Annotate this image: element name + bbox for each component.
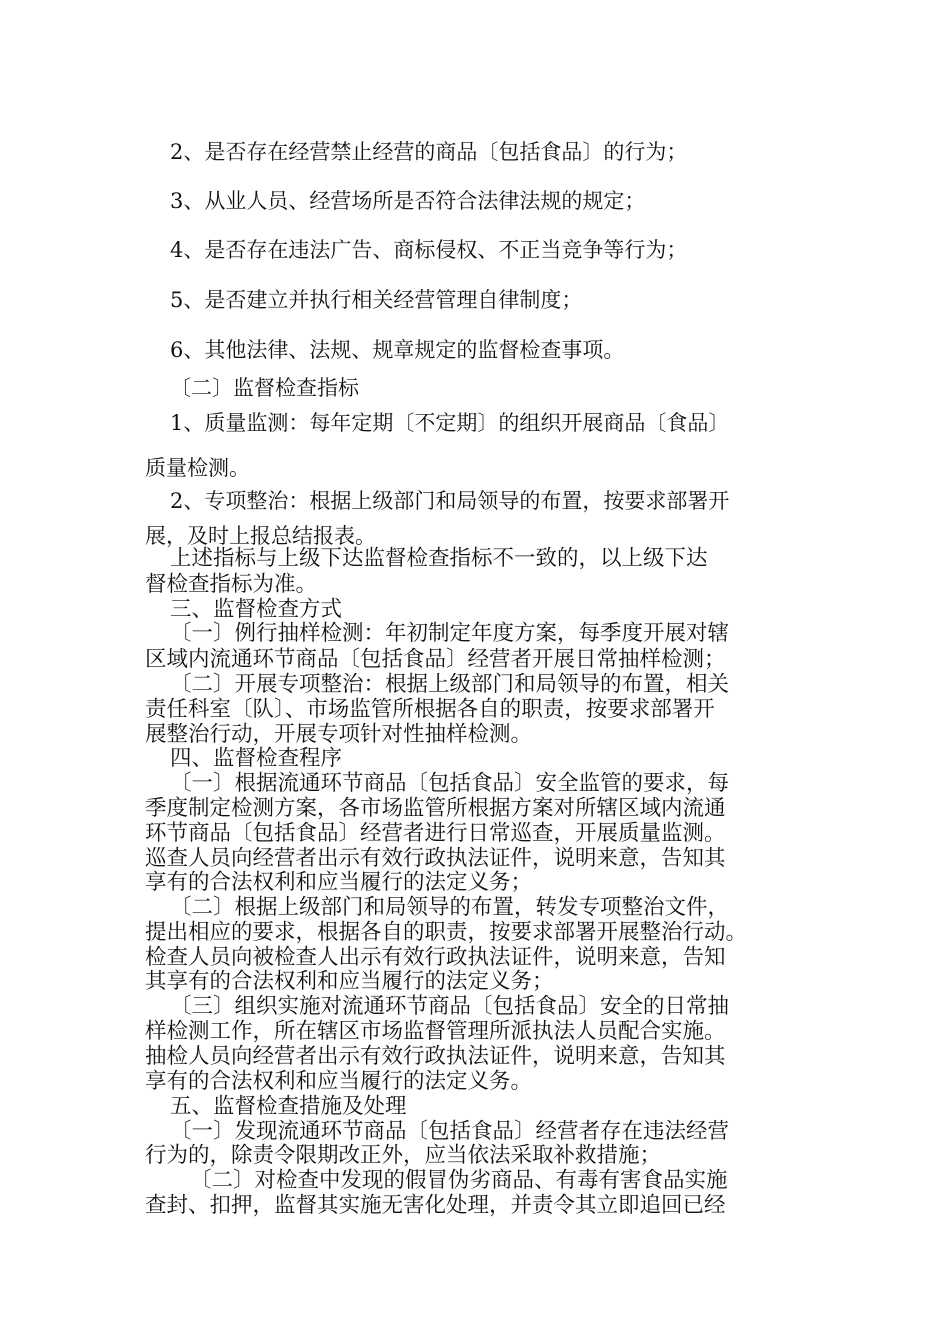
item-2: 2、是否存在经营禁止经营的商品〔包括食品〕的行为； (170, 140, 688, 164)
body-line: 季度制定检测方案，各市场监管所根据方案对所辖区域内流通 (145, 796, 726, 821)
body-line: 展整治行动，开展专项针对性抽样检测。 (145, 722, 533, 747)
body-line: 环节商品〔包括食品〕经营者进行日常巡查，开展质量监测。 (145, 821, 726, 846)
body-line: 〔一〕例行抽样检测：年初制定年度方案，每季度开展对辖 (170, 621, 730, 646)
body-line: 区域内流通环节商品〔包括食品〕经营者开展日常抽样检测； (145, 647, 726, 672)
body-line: 享有的合法权利和应当履行的法定义务。 (145, 1069, 533, 1094)
body-line: 督检查指标为准。 (145, 572, 318, 597)
body-line: 〔二〕对检查中发现的假冒伪劣商品、有毒有害食品实施 (190, 1168, 728, 1193)
body-line: 查封、扣押，监督其实施无害化处理，并责令其立即追回已经 (145, 1193, 726, 1218)
section-heading-procedure: 四、监督检查程序 (170, 746, 343, 771)
indicator-2-line-2: 展，及时上报总结报表。 (145, 524, 376, 548)
body-line: 〔三〕组织实施对流通环节商品〔包括食品〕安全的日常抽 (170, 994, 730, 1019)
item-3: 3、从业人员、经营场所是否符合法律法规的规定； (170, 189, 646, 213)
body-line: 其享有的合法权利和应当履行的法定义务； (145, 969, 554, 994)
body-line: 样检测工作，所在辖区市场监督管理所派执法人员配合实施。 (145, 1019, 726, 1044)
item-6: 6、其他法律、法规、规章规定的监督检查事项。 (170, 338, 625, 362)
item-4: 4、是否存在违法广告、商标侵权、不正当竞争等行为； (170, 238, 688, 262)
indicator-2-line-1: 2、专项整治：根据上级部门和局领导的布置，按要求部署开 (170, 489, 730, 513)
body-line: 巡查人员向经营者出示有效行政执法证件，说明来意，告知其 (145, 846, 726, 871)
body-line: 〔一〕根据流通环节商品〔包括食品〕安全监管的要求，每 (170, 771, 730, 796)
section-heading-indicators: 〔二〕监督检查指标 (170, 376, 359, 400)
body-line: 〔二〕根据上级部门和局领导的布置，转发专项整治文件， (170, 895, 730, 920)
item-5: 5、是否建立并执行相关经营管理自律制度； (170, 288, 583, 312)
body-line: 〔二〕开展专项整治：根据上级部门和局领导的布置，相关 (170, 672, 730, 697)
indicator-1-line-1: 1、质量监测：每年定期〔不定期〕的组织开展商品〔食品〕 (170, 411, 730, 435)
body-line: 享有的合法权利和应当履行的法定义务； (145, 870, 533, 895)
section-heading-measures: 五、监督检查措施及处理 (170, 1094, 407, 1119)
body-line: 〔一〕发现流通环节商品〔包括食品〕经营者存在违法经营 (170, 1119, 730, 1144)
body-line: 上述指标与上级下达监督检查指标不一致的，以上级下达 (170, 546, 708, 571)
body-line: 检查人员向被检查人出示有效行政执法证件，说明来意，告知 (145, 945, 726, 970)
body-line: 行为的，除责令限期改正外，应当依法采取补救措施； (145, 1143, 662, 1168)
body-line: 责任科室〔队〕、市场监管所根据各自的职责，按要求部署开 (145, 697, 715, 722)
indicator-1-line-2: 质量检测。 (145, 456, 250, 480)
body-line: 抽检人员向经营者出示有效行政执法证件，说明来意，告知其 (145, 1044, 726, 1069)
body-line: 提出相应的要求，根据各自的职责，按要求部署开展整治行动。 (145, 920, 748, 945)
section-heading-methods: 三、监督检查方式 (170, 597, 343, 622)
